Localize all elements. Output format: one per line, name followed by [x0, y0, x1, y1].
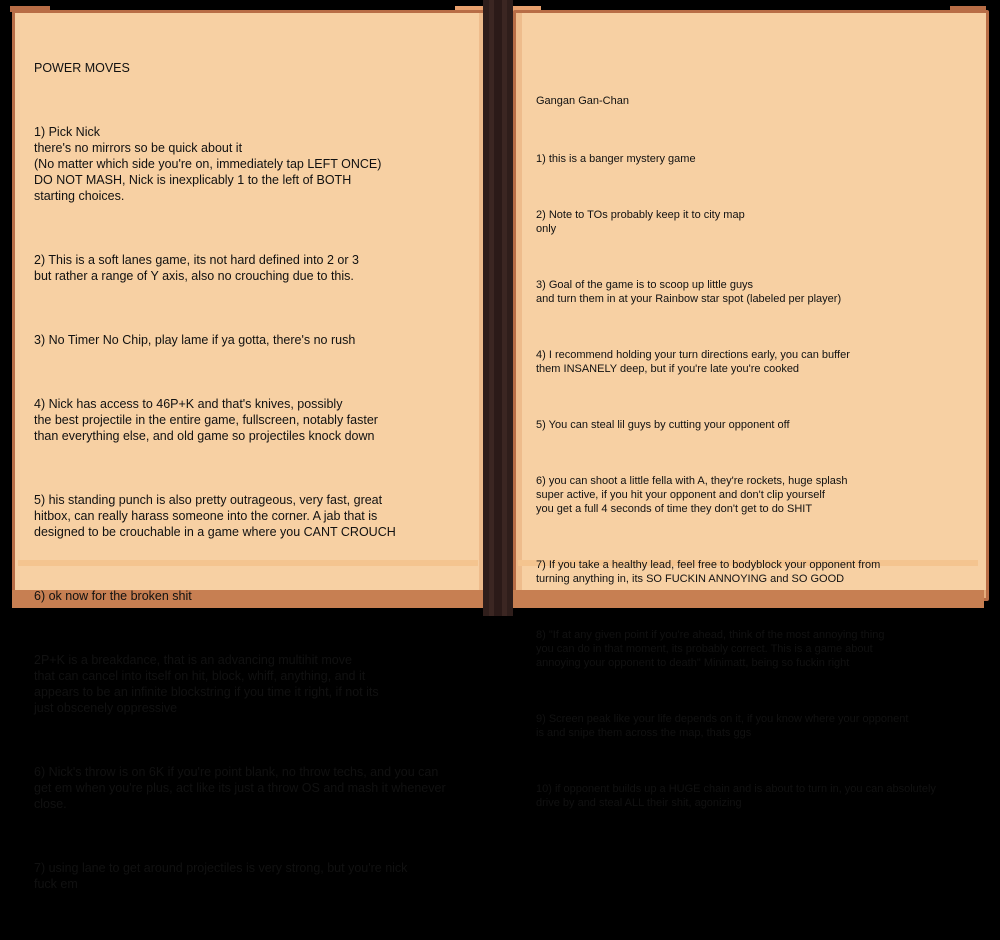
left-paragraph: 2) This is a soft lanes game, its not hard defined into 2 or 3 but rather a range of Y axis, also no crouching due to this. — [34, 253, 359, 283]
left-paragraph: 6) ok now for the broken shit — [34, 589, 192, 603]
right-paragraph: 7) If you take a healthy lead, feel free to bodyblock your opponent from turning anything in, its SO FUCKIN ANNOYING and SO GOOD — [536, 559, 881, 585]
left-paragraph: 1) Pick Nick there's no mirrors so be quick about it (No matter which side you're on, immediately tap LEFT ONCE) DO NOT MASH, Nick is inexplicably 1 to the left of BOTH starting choices. — [34, 125, 382, 203]
left-paragraph: 4) Nick has access to 46P+K and that's knives, possibly the best projectile in the entire game, fullscreen, notably faster than everything else, and old game so projectiles knock down — [34, 397, 378, 443]
right-paragraph: 3) Goal of the game is to scoop up little guys and turn them in at your Rainbow star spot (labeled per player) — [536, 279, 842, 305]
right-paragraph: 9) Screen peak like your life depends on it, if you know where your opponent is and snipe them across the map, thats ggs — [536, 713, 909, 739]
left-paragraph: 7) using lane to get around projectiles is very strong, but you're nick fuck em — [34, 861, 408, 891]
right-paragraph: 8) "If at any given point if you're ahead, think of the most annoying thing you can do in that moment, its probably correct. This is a game about annoying your opponent to death" Minimatt, being so fuckin right — [536, 629, 885, 669]
left-paragraph: 5) his standing punch is also pretty outrageous, very fast, great hitbox, can really harass someone into the corner. A jab that is designed to be crouchable in a game where you CANT CROUCH — [34, 493, 396, 539]
right-paragraph: 5) You can steal lil guys by cutting your opponent off — [536, 419, 790, 431]
left-page-text — [34, 28, 474, 940]
left-page-title: POWER MOVES — [34, 61, 130, 75]
left-paragraph: 3) No Timer No Chip, play lame if ya gotta, there's no rush — [34, 333, 356, 347]
right-paragraph: 2) Note to TOs probably keep it to city map only — [536, 209, 745, 235]
right-page-title: Gangan Gan-Chan — [536, 95, 629, 107]
left-paragraph: 6) Nick's throw is on 6K if you're point blank, no throw techs, and you can get em when you're plus, act like its just a throw OS and mash it whenever close. — [34, 765, 446, 811]
right-paragraph: 10) if opponent builds up a HUGE chain and is about to turn in, you can absolutely drive by and steal ALL their shit, agonizing — [536, 783, 936, 809]
right-page-text — [536, 66, 976, 852]
right-paragraph: 1) this is a banger mystery game — [536, 153, 696, 165]
right-paragraph: 6) you can shoot a little fella with A, they're rockets, huge splash super active, if you hit your opponent and don't clip yourself you get a full 4 seconds of time they don't get to do SHIT — [536, 475, 848, 515]
left-paragraph: 2P+K is a breakdance, that is an advancing multihit move that can cancel into itself on hit, block, whiff, anything, and it appears to be an infinite blockstring if you time it right, if not its just obscenely oppressive — [34, 653, 379, 715]
book-spine-shadow — [494, 0, 502, 616]
right-paragraph: 4) I recommend holding your turn directions early, you can buffer them INSANELY deep, but if you're late you're cooked — [536, 349, 850, 375]
